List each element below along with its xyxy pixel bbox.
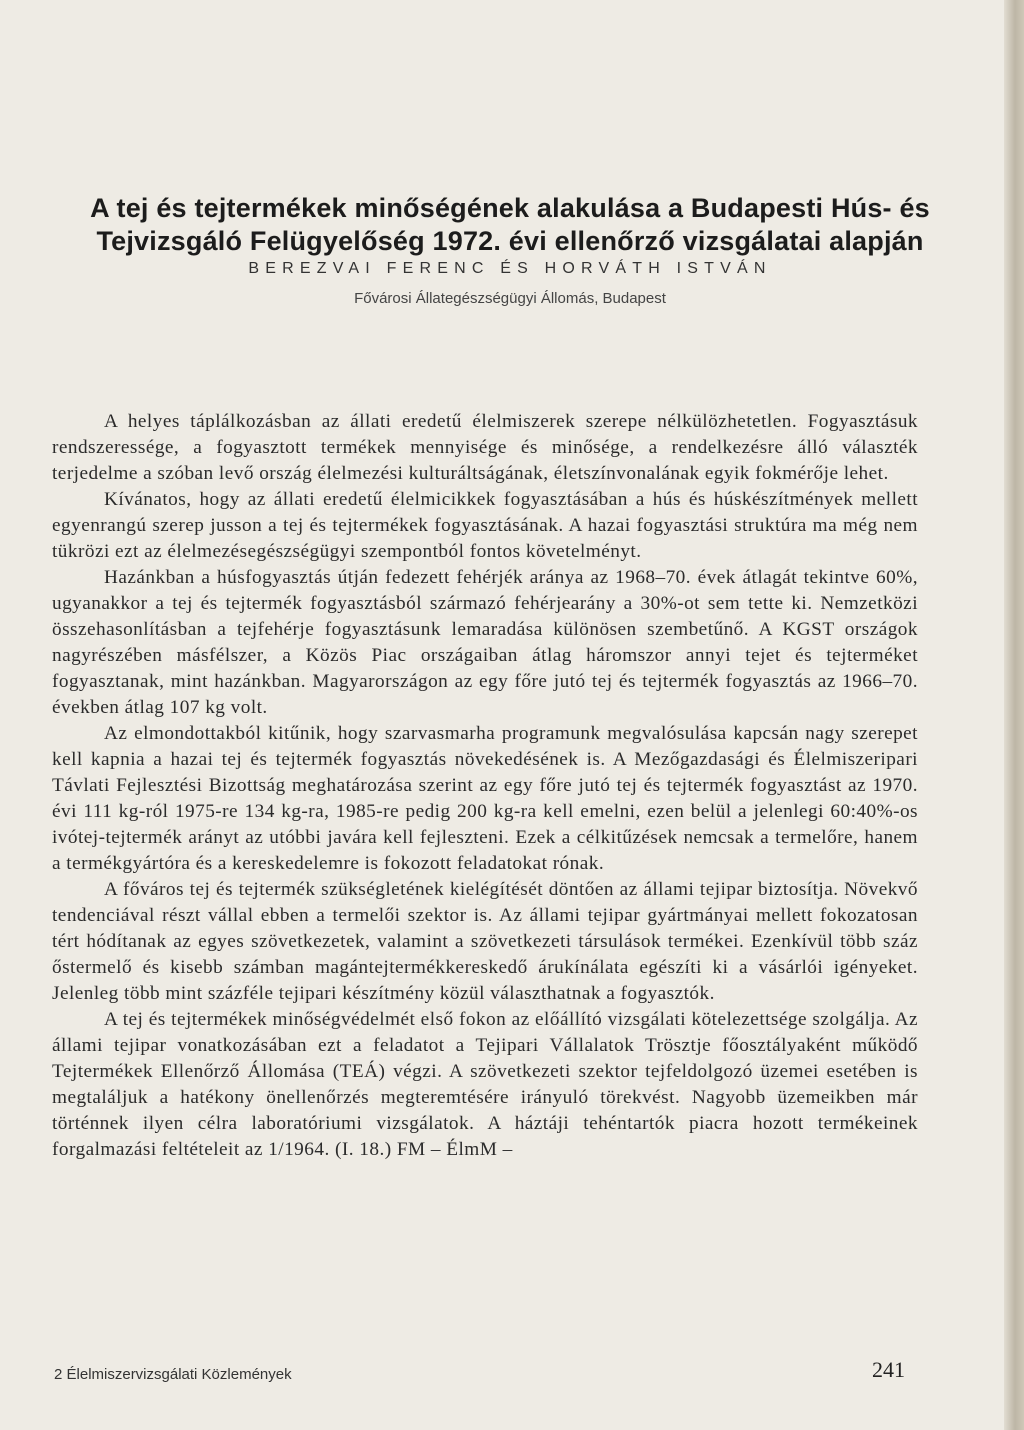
paragraph-5: A főváros tej és tejtermék szükségletének kielégítését döntően az állami tejipar biztosítja. Növekvő tendenciával részt vállal ebben a termelői szektor is. Az állami tejipar gyártmányai mellett fokozatosan tért hódítanak az egyes szövetkezetek, valamint a szövetkezeti társulások termékei. Ezenkívül több száz őstermelő és kisebb számban magántejtermékkereskedő árukínálata egészíti ki a vásárlói igényeket. Jelenleg több mint százféle tejipari készítmény közül választhatnak a fogyasztók. bbox=[52, 879, 918, 1004]
paragraph-1: A helyes táplálkozásban az állati eredetű élelmiszerek szerepe nélkülözhetetlen. Fogyasztásuk rendszeressége, a fogyasztott termékek mennyisége és minősége, a rendelkezésre álló választék terjedelme a szóban levő ország élelmezési kulturáltságának, életszínvonalának egyik fokmérője lehet. bbox=[52, 411, 918, 484]
title-line-2: Tejvizsgáló Felügyelőség 1972. évi ellenőrző vizsgálatai alapján bbox=[96, 226, 924, 257]
article-title bbox=[40, 192, 980, 258]
paragraph-2: Kívánatos, hogy az állati eredetű élelmicikkek fogyasztásában a hús és húskészítmények mellett egyenrangú szerep jusson a tej és tejtermékek fogyasztásának. A hazai fogyasztási struktúra ma még nem tükrözi ezt az élelmezésegészségügyi szempontból fontos követelményt. bbox=[52, 489, 918, 562]
article-body bbox=[52, 409, 918, 1163]
paragraph-3: Hazánkban a húsfogyasztás útján fedezett fehérjék aránya az 1968–70. évek átlagát tekintve 60%, ugyanakkor a tej és tejtermék fogyasztásból származó fehérjearány a 30%-ot sem tette ki. Nemzetközi összehasonlításban a tejfehérje fogyasztásunk lemaradása különösen szembetűnő. A KGST országok nagyrészében másfélszer, a Közös Piac országaiban átlag háromszor annyi tejet és tejterméket fogyasztanak, mint hazánkban. Magyarországon az egy főre jutó tej és tejtermék fogyasztás az 1966–70. években átlag 107 kg volt. bbox=[52, 567, 918, 718]
paragraph-4: Az elmondottakból kitűnik, hogy szarvasmarha programunk megvalósulása kapcsán nagy szerepet kell kapnia a hazai tej és tejtermék fogyasztás növekedésének is. A Mezőgazdasági és Élelmiszeripari Távlati Fejlesztési Bizottság meghatározása szerint az egy főre jutó tej és tejtermék fogyasztást az 1970. évi 111 kg-ról 1975-re 134 kg-ra, 1985-re pedig 200 kg-ra kell emelni, ezen belül a jelenlegi 60:40%-os ivótej-tejtermék arányt az utóbbi javára kell fejleszteni. Ezek a célkitűzések nemcsak a termelőre, hanem a termékgyártóra és a kereskedelemre is fokozott feladatokat rónak. bbox=[52, 723, 918, 874]
article-authors: BEREZVAI FERENC ÉS HORVÁTH ISTVÁN bbox=[248, 260, 772, 277]
page-edge-shadow bbox=[1004, 0, 1024, 1430]
article-affiliation: Fővárosi Állategészségügyi Állomás, Budapest bbox=[354, 290, 666, 307]
title-line-1: A tej és tejtermékek minőségének alakulása a Budapesti Hús- és bbox=[90, 193, 930, 224]
footer-journal-name: 2 Élelmiszervizsgálati Közlemények bbox=[54, 1366, 292, 1383]
page-number: 241 bbox=[872, 1357, 905, 1382]
paragraph-6: A tej és tejtermékek minőségvédelmét első fokon az előállító vizsgálati kötelezettsége szolgálja. Az állami tejipar vonatkozásában ezt a feladatot a Tejipari Vállalatok Trösztje főosztályaként működő Tejtermékek Ellenőrző Állomása (TEÁ) végzi. A szövetkezeti szektor tejfeldolgozó üzemei esetében is megtaláljuk a hatékony önellenőrzés megteremtésére irányuló törekvést. Nagyobb üzemeikben már történnek ilyen célra laboratóriumi vizsgálatok. A háztáji tehéntartók piacra hozott termékeinek forgalmazási feltételeit az 1/1964. (I. 18.) FM – ÉlmM – bbox=[52, 1009, 918, 1160]
